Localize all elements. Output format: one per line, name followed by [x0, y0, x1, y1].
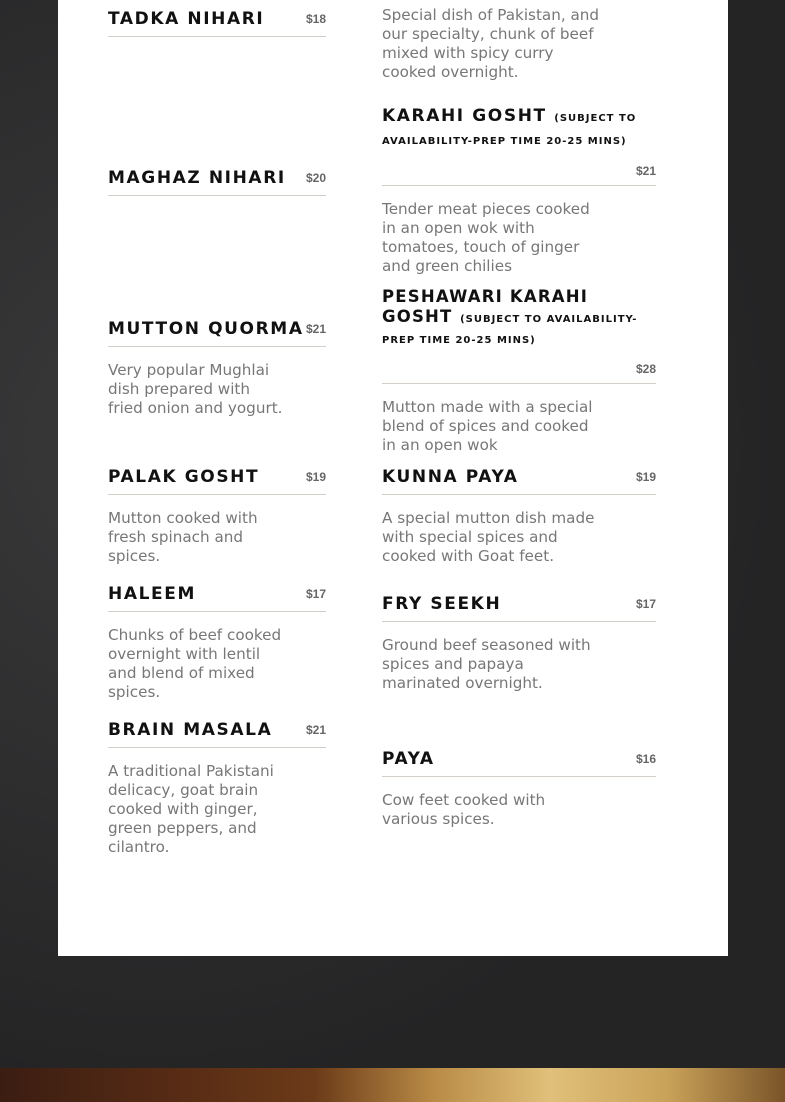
item-name: PESHAWARI KARAHI GOSHT	[382, 287, 589, 326]
menu-item-header	[382, 748, 656, 777]
menu-item-haleem	[108, 583, 326, 702]
menu-item-paya	[382, 748, 656, 829]
item-price: $19	[635, 470, 656, 484]
item-price: $20	[305, 171, 326, 185]
item-description: A traditional Pakistani delicacy, goat brain cooked with ginger, green peppers, and cilantro.	[108, 762, 274, 856]
item-price: $21	[305, 322, 326, 336]
menu-item-fry-seekh	[382, 593, 656, 693]
item-price: $21	[305, 723, 326, 737]
item-note: (SUBJECT TO AVAILABILITY-PREP TIME 20-25 MINS)	[382, 113, 637, 147]
menu-item-header	[108, 466, 326, 495]
menu-item-header	[108, 318, 326, 347]
item-name: MAGHAZ NIHARI	[108, 168, 286, 188]
menu-item-kunna-paya	[382, 466, 656, 566]
item-name: MUTTON QUORMA	[108, 319, 304, 339]
item-name-wrap	[382, 106, 656, 152]
item-price: $21	[635, 164, 656, 178]
item-note: (SUBJECT TO AVAILABILITY-PREP TIME 20-25 MINS)	[382, 314, 638, 346]
menu-item-peshawari-karahi-gosht	[382, 287, 656, 455]
item-price: $17	[635, 597, 656, 611]
menu-item-header	[382, 466, 656, 495]
menu-item-brain-masala	[108, 719, 326, 857]
menu-item-header	[382, 593, 656, 622]
menu-item-header	[108, 583, 326, 612]
item-description: Chunks of beef cooked overnight with lentil and blend of mixed spices.	[108, 626, 282, 701]
menu-item-header	[382, 106, 656, 186]
item-name-wrap	[382, 287, 656, 350]
item-name: HALEEM	[108, 584, 196, 604]
item-name: PALAK GOSHT	[108, 467, 260, 487]
item-name: TADKA NIHARI	[108, 9, 265, 29]
item-description: Ground beef seasoned with spices and papaya marinated overnight.	[382, 636, 591, 692]
item-name: PAYA	[382, 749, 435, 769]
item-description: Mutton made with a special blend of spices and cooked in an open wok	[382, 398, 593, 454]
item-price: $16	[635, 752, 656, 766]
item-description: Mutton cooked with fresh spinach and spices.	[108, 509, 258, 565]
menu-item-palak-gosht	[108, 466, 326, 566]
menu-item-maghaz-nihari	[108, 167, 326, 196]
item-price: $17	[305, 587, 326, 601]
item-price: $18	[305, 12, 326, 26]
price-row	[382, 350, 656, 383]
menu-item-header	[108, 8, 326, 37]
menu-item-tadka-nihari	[108, 8, 326, 37]
menu-item-header	[108, 167, 326, 196]
menu-item-header	[108, 719, 326, 748]
next-section-image-strip	[0, 1068, 785, 1102]
item-name: FRY SEEKH	[382, 594, 502, 614]
item-price: $28	[635, 362, 656, 376]
price-row	[382, 152, 656, 185]
item-description: Special dish of Pakistan, and our specialty, chunk of beef mixed with spicy curry cooked overnight.	[382, 6, 600, 81]
menu-item-mutton-quorma	[108, 318, 326, 418]
menu-item-header	[382, 287, 656, 384]
item-description: Tender meat pieces cooked in an open wok with tomatoes, touch of ginger and green chilies	[382, 200, 590, 275]
item-description: Cow feet cooked with various spices.	[382, 791, 546, 828]
menu-item-karahi-gosht	[382, 106, 656, 276]
menu-card	[58, 0, 728, 956]
menu-item-continued	[382, 6, 656, 82]
item-description: A special mutton dish made with special spices and cooked with Goat feet.	[382, 509, 595, 565]
item-price: $19	[305, 470, 326, 484]
item-name: BRAIN MASALA	[108, 720, 273, 740]
item-name: KUNNA PAYA	[382, 467, 519, 487]
item-name: KARAHI GOSHT	[382, 106, 547, 126]
item-description: Very popular Mughlai dish prepared with fried onion and yogurt.	[108, 361, 283, 417]
